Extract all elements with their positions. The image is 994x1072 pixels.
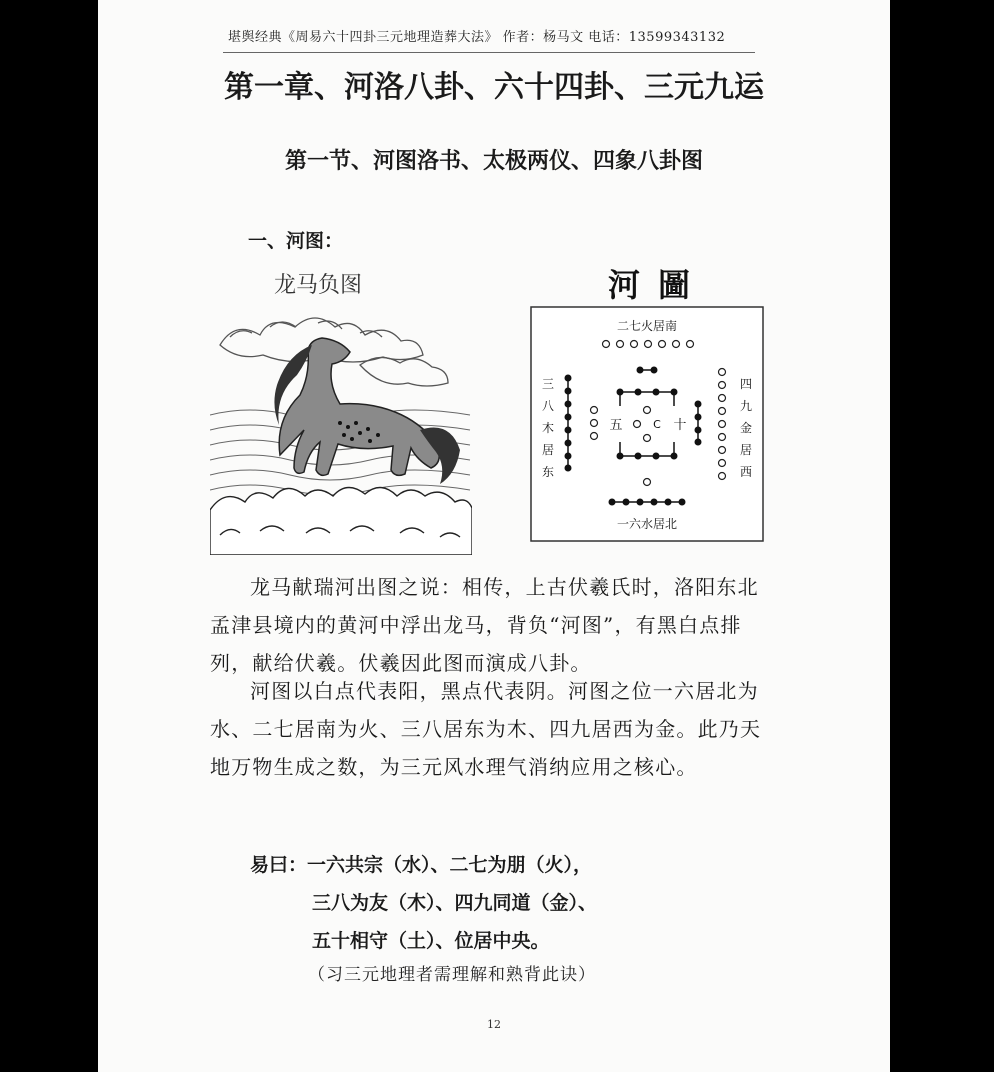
- hetu-west-char: 居: [739, 443, 753, 457]
- hetu-east-char: 八: [541, 399, 555, 413]
- page-number: 12: [487, 1018, 501, 1031]
- hetu-center-ten: 十: [673, 418, 687, 433]
- hetu-diagram: [530, 306, 764, 542]
- verse-line-3: 五十相守（土）、位居中央。: [312, 930, 550, 952]
- verse-line-2: 三八为友（木）、四九同道（金）、: [312, 892, 598, 914]
- subsection-heading: 一、河图：: [248, 230, 344, 252]
- hetu-center-dot: C: [653, 418, 661, 431]
- hetu-north-label: 一六水居北: [616, 517, 678, 531]
- hetu-west-char: 四: [739, 377, 753, 391]
- hetu-south-label: 二七火居南: [616, 319, 678, 333]
- hetu-east-char: 木: [541, 421, 555, 435]
- running-header: 堪舆经典《周易六十四卦三元地理造葬大法》 作者：杨马文 电话：13599343132: [228, 30, 726, 45]
- document-page: [98, 0, 890, 1072]
- dragon-horse-illustration: [210, 305, 472, 555]
- hetu-east-char: 东: [541, 465, 555, 479]
- memorize-note: （习三元地理者需理解和熟背此诀）: [308, 965, 596, 985]
- verse-line-1: 易曰：一六共宗（水）、二七为朋（火），: [250, 854, 593, 876]
- header-rule: [223, 52, 755, 53]
- horse-figure-caption: 龙马负图: [274, 273, 363, 298]
- body-paragraph-1: 龙马献瑞河出图之说：相传，上古伏羲氏时，洛阳东北孟津县境内的黄河中浮出龙马，背负“河图”，有黑白点排列，献给伏羲。伏羲因此图而演成八卦。: [210, 575, 759, 675]
- hetu-figure-title: 河圖: [608, 266, 709, 304]
- body-paragraph-2: 河图以白点代表阳，黑点代表阴。河图之位一六居北为水、二七居南为火、三八居东为木、四九居西为金。此乃天地万物生成之数，为三元风水理气消纳应用之核心。: [210, 679, 762, 779]
- hetu-west-char: 西: [739, 465, 753, 479]
- hetu-west-char: 金: [739, 421, 753, 435]
- section-title: 第一节、河图洛书、太极两仪、四象八卦图: [284, 149, 703, 174]
- hetu-west-char: 九: [739, 399, 753, 413]
- hetu-east-char: 居: [541, 443, 555, 457]
- hetu-center-five: 五: [609, 418, 623, 433]
- hetu-east-char: 三: [541, 377, 555, 391]
- chapter-title: 第一章、河洛八卦、六十四卦、三元九运: [224, 70, 764, 105]
